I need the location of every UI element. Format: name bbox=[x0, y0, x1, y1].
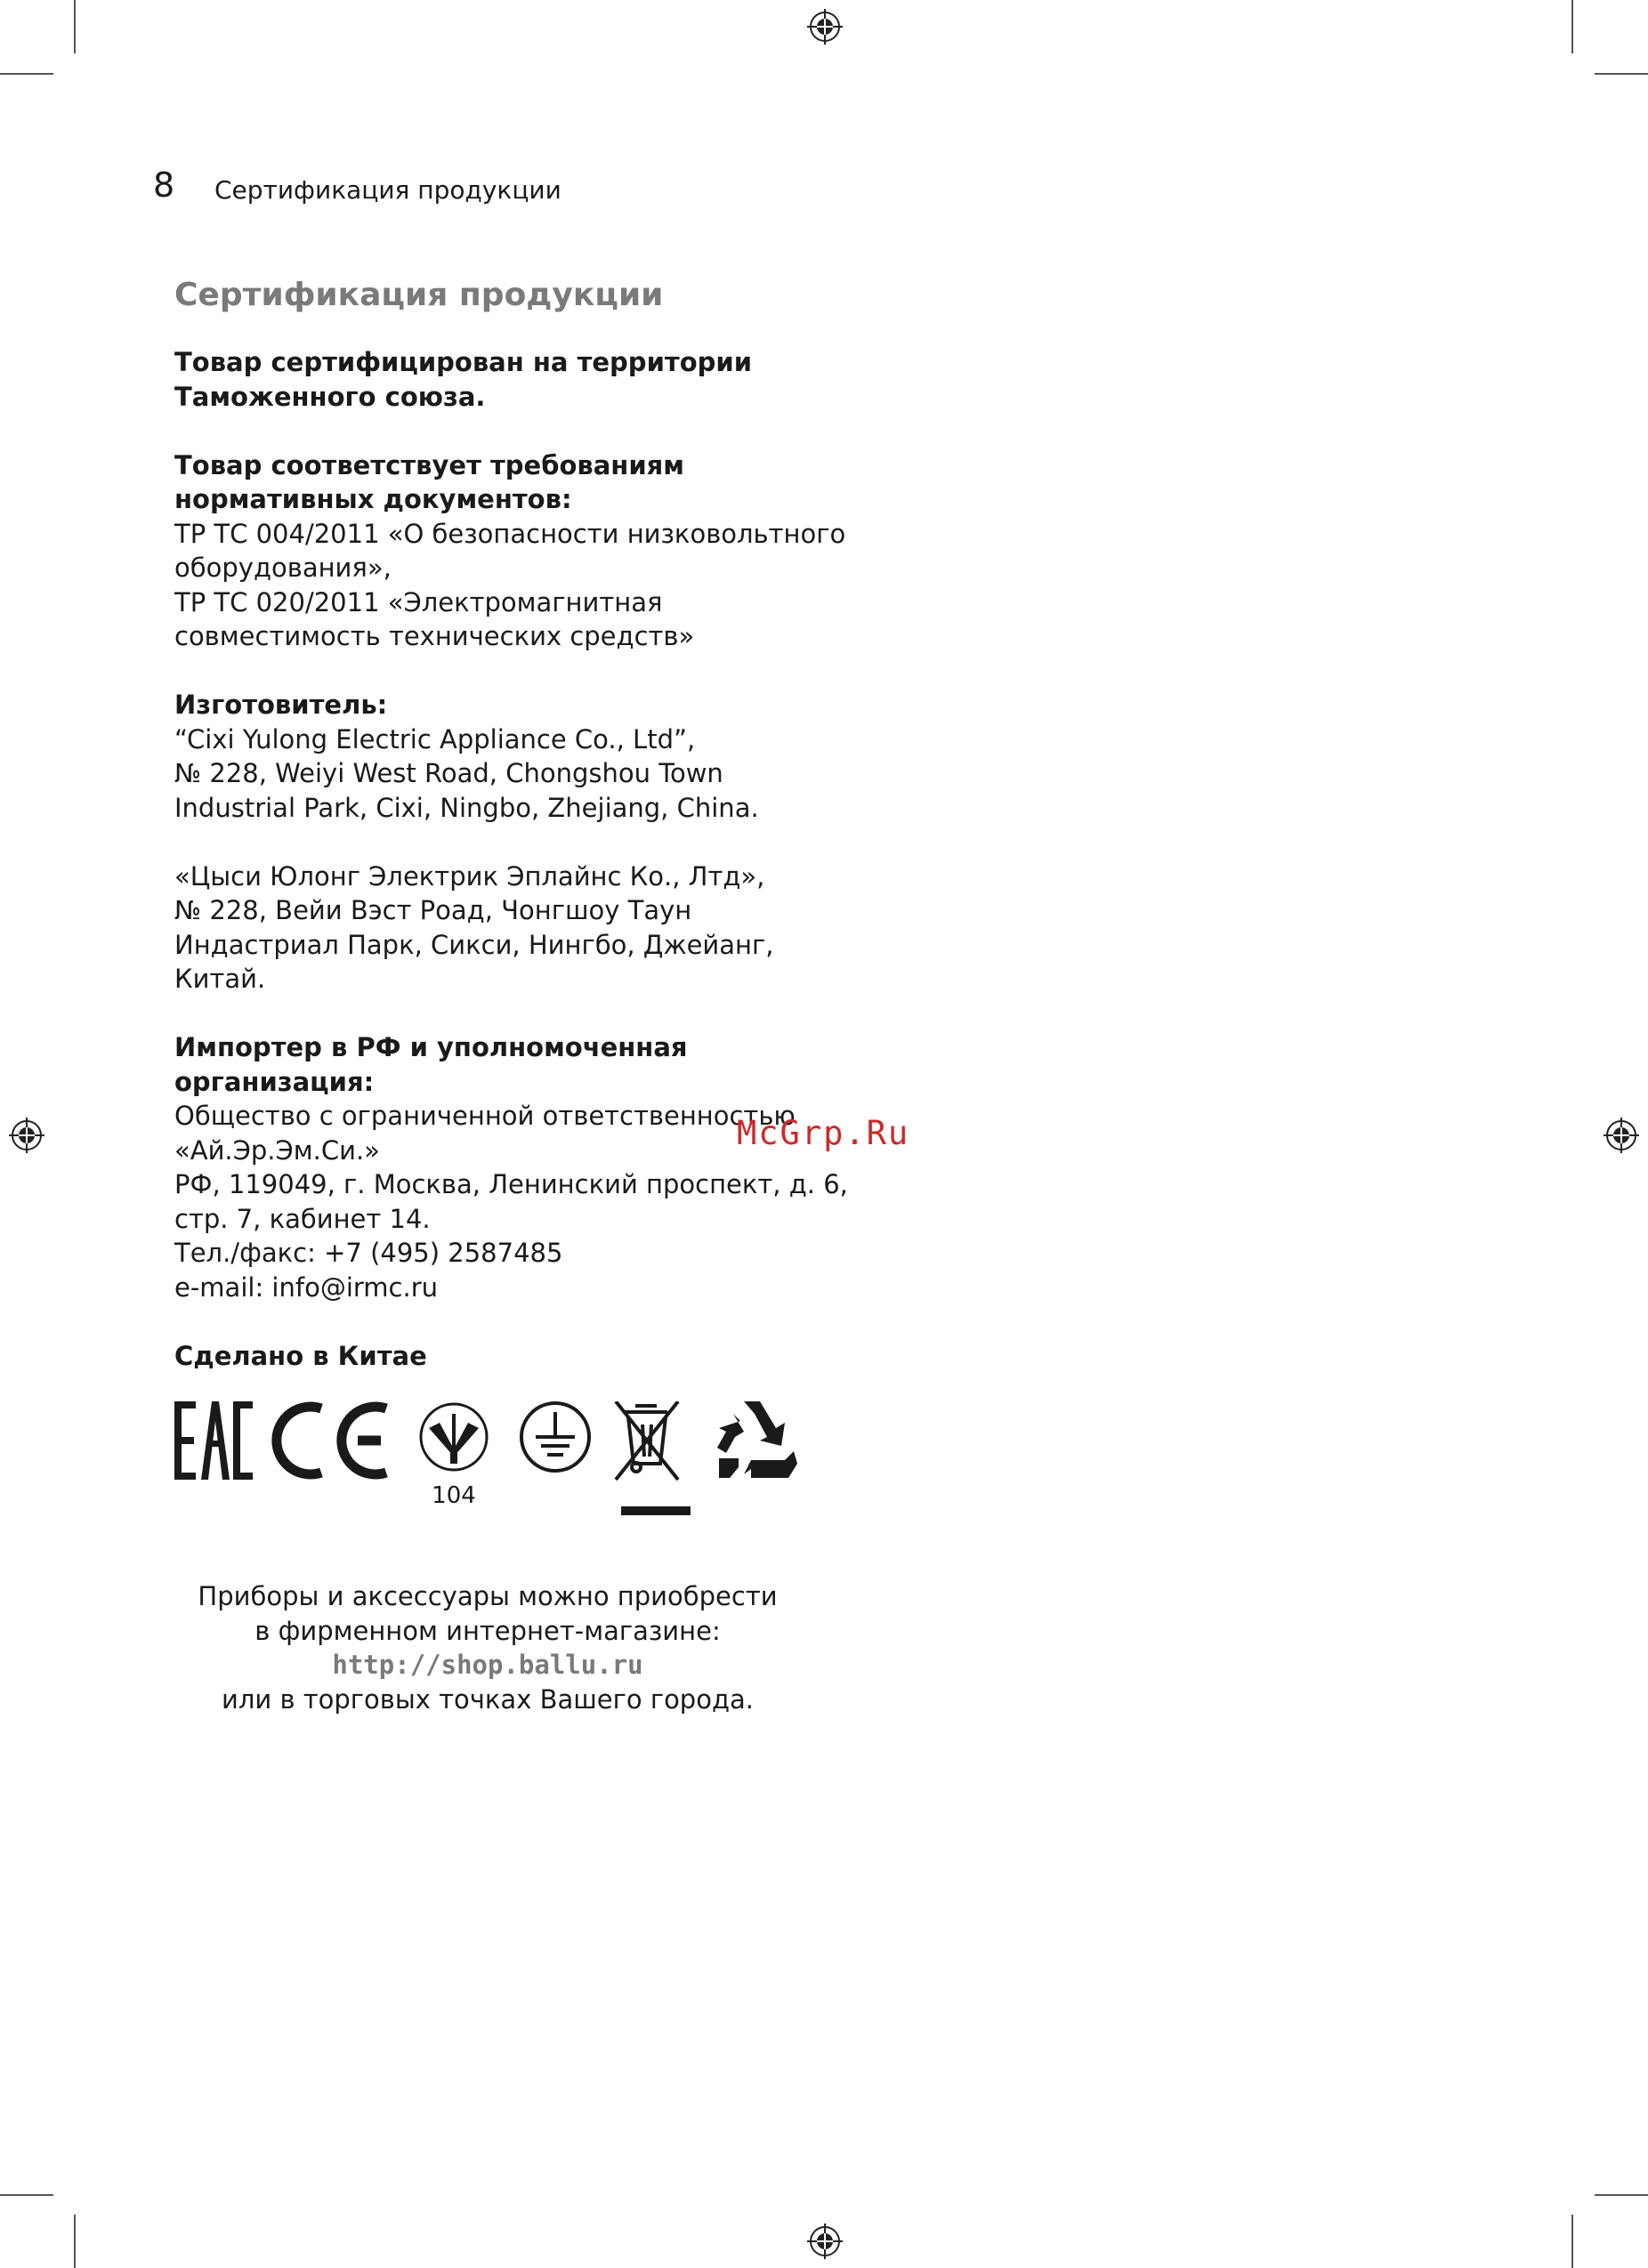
manufacturer-ru-line: Индастриал Парк, Сикси, Нингбо, Джейанг, Китай. bbox=[174, 929, 774, 994]
shop-line: в фирменном интернет-магазине: bbox=[254, 1615, 721, 1646]
manufacturer-line: “Cixi Yulong Electric Appliance Co., Ltd”, bbox=[174, 723, 696, 755]
requirements-line: оборудования», bbox=[174, 553, 392, 583]
importer-line: «Ай.Эр.Эм.Си.» bbox=[174, 1134, 380, 1166]
certification-marks bbox=[174, 1401, 815, 1529]
crop-mark bbox=[1571, 2215, 1573, 2268]
crop-mark bbox=[74, 0, 76, 53]
certified-line: Таможенного союза. bbox=[174, 381, 486, 412]
crop-mark bbox=[0, 73, 53, 75]
crop-mark bbox=[1595, 73, 1648, 75]
registration-mark-icon bbox=[1602, 1116, 1641, 1155]
requirements-line: ТР ТС 020/2011 «Электромагнитная bbox=[174, 586, 663, 617]
importer-title: организация: bbox=[174, 1066, 375, 1097]
crop-mark bbox=[74, 2215, 76, 2268]
manufacturer-ru-line: «Цыси Юлонг Электрик Эплайнс Ко., Лтд», bbox=[174, 860, 765, 892]
importer-line: Общество с ограниченной ответственностью bbox=[174, 1101, 796, 1131]
requirements-line: совместимость технических средств» bbox=[174, 621, 695, 651]
crop-mark bbox=[1571, 0, 1573, 53]
marks-row bbox=[174, 1401, 815, 1526]
certified-line: Товар сертифицирован на территории bbox=[174, 347, 753, 377]
certification-section bbox=[174, 276, 851, 1373]
manufacturer-line: Industrial Park, Cixi, Ningbo, Zhejiang, China. bbox=[174, 792, 759, 823]
eac-mark-icon bbox=[174, 1401, 253, 1480]
importer-title: Импортер в РФ и уполномоченная bbox=[174, 1032, 688, 1062]
ground-symbol-icon bbox=[521, 1403, 589, 1471]
requirements-title: Товар соответствует требованиям bbox=[174, 449, 684, 480]
shop-line: Приборы и аксессуары можно приобрести bbox=[198, 1581, 778, 1611]
shop-info bbox=[174, 1579, 801, 1716]
requirements-line: ТР ТС 004/2011 «О безопасности низковольтного bbox=[174, 518, 846, 549]
shop-link[interactable]: http://shop.ballu.ru bbox=[332, 1650, 643, 1680]
importer-email: e-mail: info@irmc.ru bbox=[174, 1271, 439, 1303]
shop-line: или в торговых точках Вашего города. bbox=[222, 1683, 754, 1715]
registration-mark-icon bbox=[805, 2222, 844, 2261]
made-in: Сделано в Китае bbox=[174, 1340, 427, 1371]
registration-mark-icon bbox=[7, 1116, 46, 1155]
watermark: McGrp.Ru bbox=[737, 1114, 910, 1152]
ua-code: 104 bbox=[432, 1482, 476, 1509]
requirements-title: нормативных документов: bbox=[174, 484, 572, 514]
running-header: Сертификация продукции bbox=[214, 175, 561, 205]
recycle-icon bbox=[717, 1401, 797, 1478]
importer-line: стр. 7, кабинет 14. bbox=[174, 1203, 431, 1234]
weee-bin-icon bbox=[616, 1401, 678, 1480]
weee-bar-icon bbox=[621, 1506, 691, 1515]
crop-mark bbox=[1595, 2194, 1648, 2196]
ua-conformity-mark-icon bbox=[421, 1404, 487, 1470]
section-heading: Сертификация продукции bbox=[174, 277, 664, 313]
registration-mark-icon bbox=[805, 7, 844, 46]
manufacturer-line: № 228, Weiyi West Road, Chongshou Town bbox=[174, 758, 723, 788]
importer-line: РФ, 119049, г. Москва, Ленинский проспект, д. 6, bbox=[174, 1169, 848, 1199]
manufacturer-ru-line: № 228, Вейи Вэст Роад, Чонгшоу Таун bbox=[174, 895, 692, 925]
page-number: 8 bbox=[153, 165, 175, 205]
crop-mark bbox=[0, 2194, 53, 2196]
manufacturer-title: Изготовитель: bbox=[174, 690, 388, 720]
ce-mark-icon bbox=[277, 1407, 386, 1474]
importer-line: Тел./факс: +7 (495) 2587485 bbox=[174, 1238, 563, 1268]
